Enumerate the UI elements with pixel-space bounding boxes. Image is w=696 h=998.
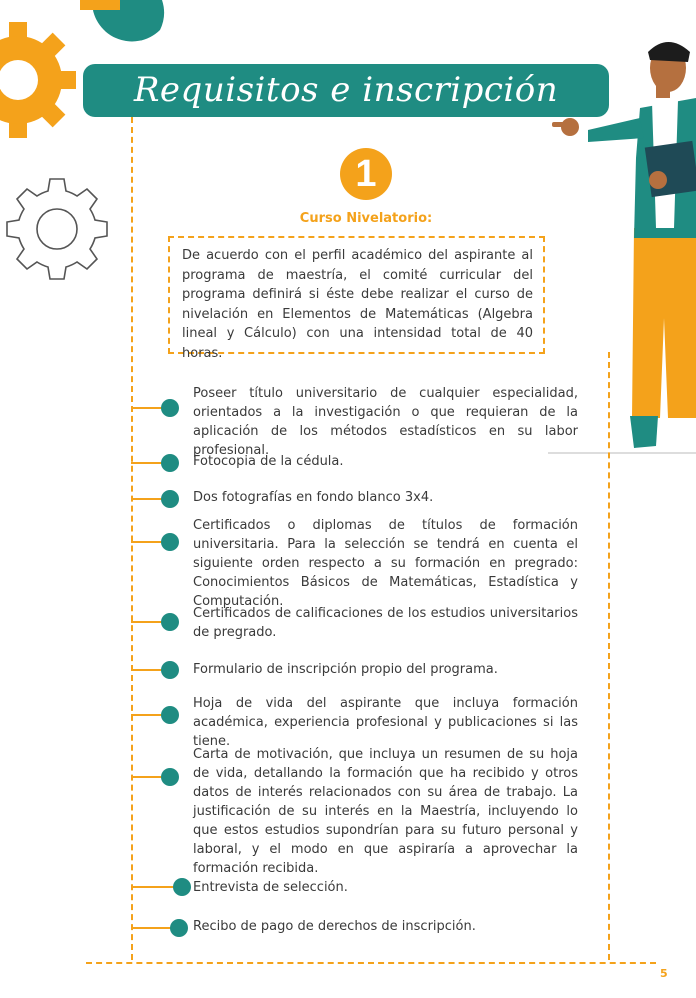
requirement-item: Recibo de pago de derechos de inscripción. <box>193 919 476 934</box>
bullet-dot <box>170 919 188 937</box>
course-title: Curso Nivelatorio: <box>299 211 433 226</box>
bottom-dashed-line <box>86 962 656 964</box>
bullet-dot <box>161 768 179 786</box>
requirement-item: Entrevista de selección. <box>193 880 348 895</box>
page-number: 5 <box>660 967 668 980</box>
bullet-dot <box>161 533 179 551</box>
bullet-dot <box>161 454 179 472</box>
requirement-item: Poseer título universitario de cualquier especialidad, orientados a la investigación o que requieran de la aplicación de los métodos estadísticos en su labor profesional. <box>193 386 578 458</box>
requirement-item: Carta de motivación, que incluya un resumen de su hoja de vida, detallando la formación que ha recibido y otros datos de interés relacionados con su área de trabajo. La justificación de su interés en la Maestría, incluyendo lo que estos estudios supondrían para su futuro personal y laboral, y el modo en que aspiraría a aprovechar la formación recibida. <box>193 747 578 876</box>
course-description: De acuerdo con el perfil académico del aspirante al programa de maestría, el comité curricular del programa definirá si éste debe realizar el curso de nivelación en Elementos de Matemáticas (Algebra lineal y Cálculo) con una intensidad total de 40 horas. <box>182 248 533 361</box>
page-title: Requisitos e inscripción <box>133 70 559 110</box>
requirement-item: Hoja de vida del aspirante que incluya formación académica, experiencia profesional y publicaciones si las tiene. <box>193 696 578 749</box>
course-description-box <box>168 236 545 361</box>
bullet-dot <box>173 878 191 896</box>
gear-outline-icon <box>0 176 115 291</box>
requirement-item: Fotocopia de la cédula. <box>193 454 344 469</box>
bullet-dot <box>161 706 179 724</box>
bullet-dot <box>161 661 179 679</box>
pie-chart-icon <box>80 0 170 60</box>
step-number-badge: 1 <box>340 148 392 200</box>
left-dashed-line <box>131 117 133 960</box>
gear-icon <box>0 18 90 143</box>
requirement-item: Dos fotografías en fondo blanco 3x4. <box>193 490 434 505</box>
requirement-item: Certificados de calificaciones de los estudios universitarios de pregrado. <box>193 606 578 640</box>
bullet-dot <box>161 490 179 508</box>
bullet-dot <box>161 613 179 631</box>
right-dashed-line <box>608 352 610 960</box>
bullet-dot <box>161 399 179 417</box>
requirement-item: Formulario de inscripción propio del programa. <box>193 662 498 677</box>
requirement-item: Certificados o diplomas de títulos de formación universitaria. Para la selección se tendrá en cuenta el siguiente orden respecto a su formación en pregrado: Conocimientos Básicos de Matemáticas, Estadística y Computación. <box>193 518 578 609</box>
